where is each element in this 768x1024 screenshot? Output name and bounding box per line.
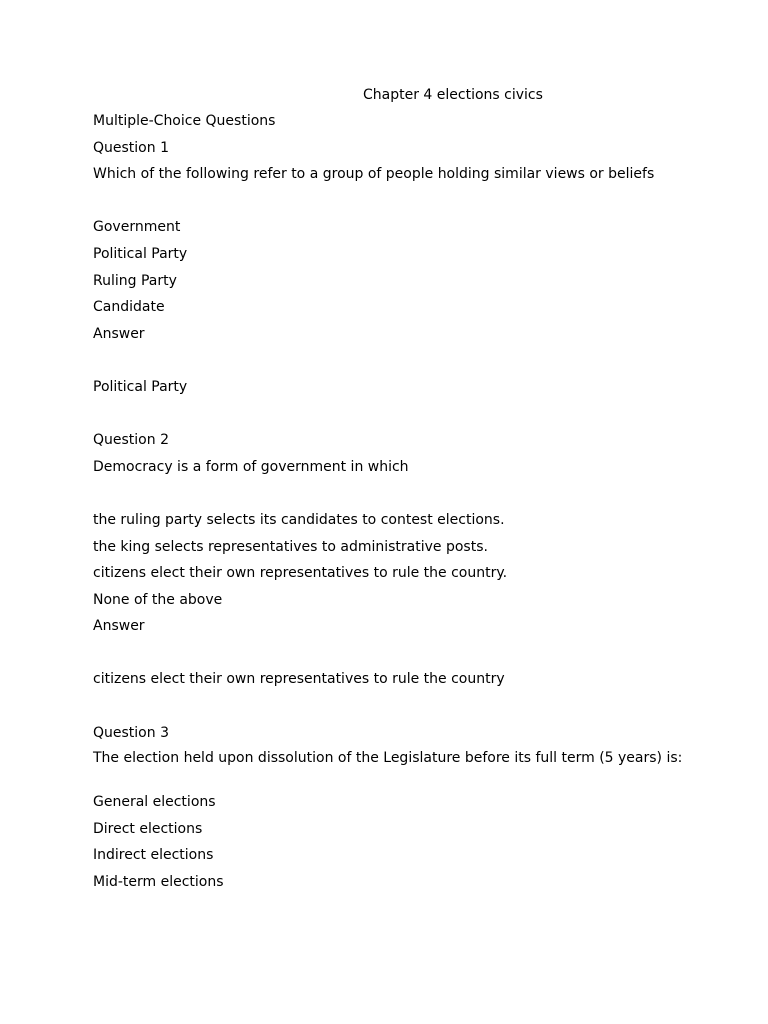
question-2-answer: citizens elect their own representatives to rule the country (93, 671, 505, 688)
section-heading: Multiple-Choice Questions (93, 113, 276, 129)
question-1-answer-label: Answer (93, 325, 145, 342)
spacer (93, 192, 683, 219)
spacer (93, 405, 683, 432)
question-1-option: Candidate (93, 299, 165, 316)
question-2-text: Democracy is a form of government in which (93, 458, 409, 475)
question-3-text: The election held upon dissolution of the Legislature before its full term (5 years) is: (93, 750, 683, 767)
question-3-option: Mid-term elections (93, 874, 224, 891)
spacer (93, 644, 683, 671)
spacer (93, 351, 683, 378)
question-3-option: Direct elections (93, 820, 203, 837)
question-2-label: Question 2 (93, 432, 169, 449)
question-1-option: Ruling Party (93, 272, 177, 289)
spacer (93, 697, 683, 724)
question-2-option: the ruling party selects its candidates to contest elections. (93, 511, 505, 528)
question-1-answer: Political Party (93, 378, 188, 395)
question-3-option: Indirect elections (93, 847, 214, 864)
spacer (93, 484, 683, 511)
document-body (93, 112, 683, 900)
question-1-option: Government (93, 219, 181, 236)
question-2-option: None of the above (93, 591, 223, 608)
question-2-option: the king selects representatives to administrative posts. (93, 538, 488, 555)
document-title: Chapter 4 elections civics (363, 87, 543, 103)
question-3-label: Question 3 (93, 724, 169, 741)
question-2-answer-label: Answer (93, 618, 145, 635)
question-2-option: citizens elect their own representatives to rule the country. (93, 565, 508, 582)
question-1-text: Which of the following refer to a group of people holding similar views or beliefs (93, 166, 655, 183)
question-1-label: Question 1 (93, 139, 169, 156)
question-1-option: Political Party (93, 245, 188, 262)
question-3-option: General elections (93, 794, 216, 811)
